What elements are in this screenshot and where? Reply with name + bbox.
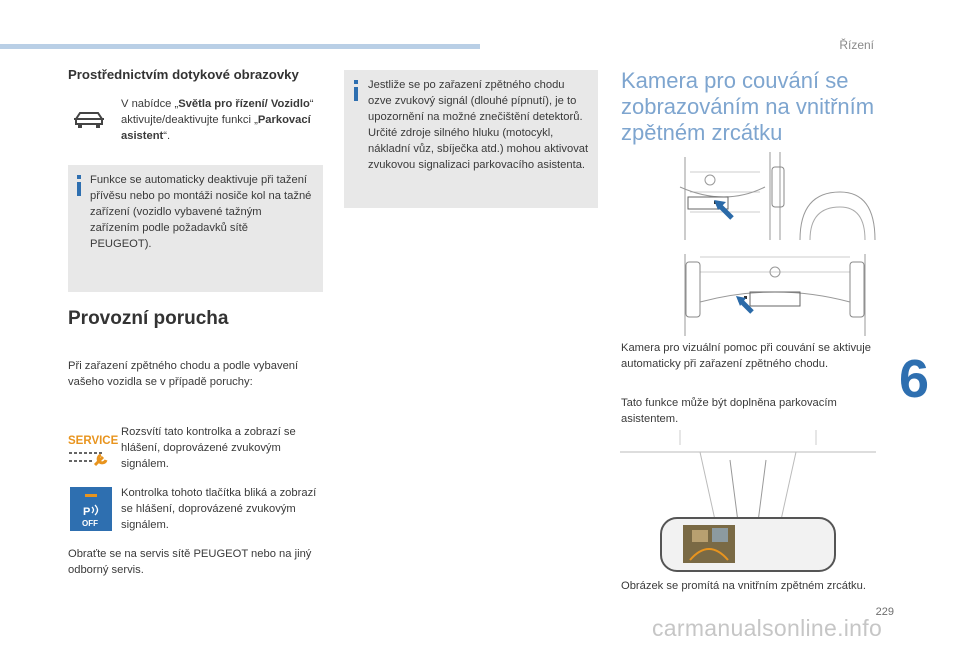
info-icon: [354, 87, 358, 101]
button-text: Kontrolka tohoto tlačítka bliká a zobrazí se hlášení, doprovázené zvukovým signálem.: [121, 487, 317, 531]
svg-text:P: P: [83, 506, 91, 518]
service-warning-icon: [67, 432, 119, 468]
info-text-trailer: Funkce se automaticky deaktivuje při tažení přívěsu nebo po montáži nosiče kol na tažné zařízení (vozidlo vybavené tažným zařízením podle požadavků sítě PEUGEOT).: [90, 174, 312, 250]
closing-text: Obraťte se na servis sítě PEUGEOT nebo na jiný odborný servis.: [68, 548, 312, 576]
car-icon: [72, 108, 106, 132]
touchscreen-text: V nabídce „Světla pro řízení/ Vozidlo“ aktivujte/deaktivujte funkci „Parkovací asistent“.: [121, 98, 314, 142]
van-rear-camera-illustration: [680, 152, 875, 240]
svg-text:SERVICE: SERVICE: [68, 435, 119, 447]
mirror-text: Obrázek se promítá na vnitřním zpětném zrcátku.: [621, 580, 866, 592]
rearview-mirror-illustration: [620, 430, 876, 575]
touchscreen-heading: Prostřednictvím dotykové obrazovky: [68, 67, 299, 82]
page-number: 229: [875, 606, 894, 618]
van-rear-camera-illustration-2: [680, 252, 875, 336]
section-title: Kamera pro couvání se zobrazováním na vnitřním zpětném zrcátku: [621, 68, 875, 145]
supplement-text: Tato funkce může být doplněna parkovacím asistentem.: [621, 397, 837, 425]
chapter-number: 6: [899, 349, 930, 409]
chapter-title: Řízení: [839, 38, 874, 52]
service-text: Rozsvítí tato kontrolka a zobrazí se hlášení, doprovázené zvukovým signálem.: [121, 426, 296, 470]
fault-heading: Provozní porucha: [68, 308, 229, 329]
top-accent-bar: [0, 44, 480, 49]
info-icon: [77, 175, 81, 179]
park-assist-button-icon: [70, 487, 112, 531]
fault-intro: Při zařazení zpětného chodu a podle vybavení vašeho vozidla se v případě poruchy:: [68, 360, 299, 388]
camera-text: Kamera pro vizuální pomoc při couvání se aktivuje automaticky při zařazení zpětného chodu.: [621, 342, 871, 370]
watermark: carmanualsonline.info: [652, 615, 883, 641]
svg-text:OFF: OFF: [82, 519, 98, 528]
info-text-signal: Jestliže se po zařazení zpětného chodu ozve zvukový signál (dlouhé pípnutí), je to upozornění na možné znečištění detektorů. Určité zdroje silného hluku (motocykl, nákladní vůz, sbíječka atd.) mohou aktivovat zvukovou signalizaci parkovacího asistenta.: [368, 79, 589, 171]
